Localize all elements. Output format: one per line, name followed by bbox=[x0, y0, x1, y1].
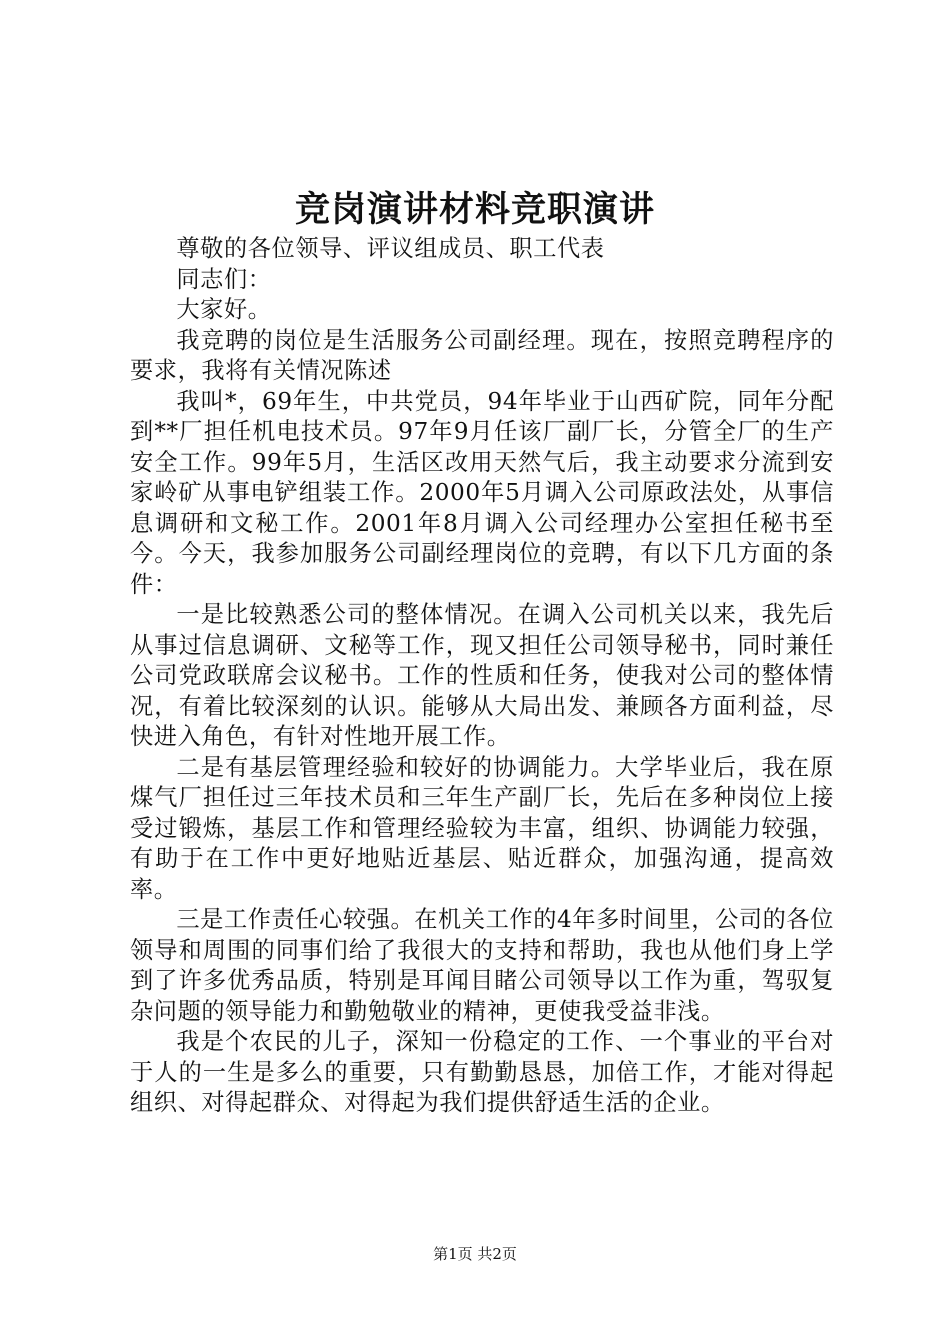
page-footer: 第1页 共2页 bbox=[433, 1245, 517, 1263]
document-body bbox=[130, 234, 834, 1119]
salutation-comrades: 同志们： bbox=[176, 265, 272, 293]
condition-three-paragraph: 三是工作责任心较强。在机关工作的4年多时间里，公司的各位领导和周围的同事们给了我很大的支持和帮助，我也从他们身上学到了许多优秀品质，特别是耳闻目睹公司领导以工作为重，驾驭复杂问题的领导能力和勤勉敬业的精神，更使我受益非浅。 bbox=[130, 906, 835, 1025]
document-title: 竞岗演讲材料竞职演讲 bbox=[294, 189, 655, 230]
condition-one-paragraph: 一是比较熟悉公司的整体情况。在调入公司机关以来，我先后从事过信息调研、文秘等工作，现又担任公司领导秘书，同时兼任公司党政联席会议秘书。工作的性质和任务，使我对公司的整体情况，有着比较深刻的认识。能够从大局出发、兼顾各方面利益，尽快进入角色，有针对性地开展工作。 bbox=[130, 601, 834, 750]
closing-paragraph: 我是个农民的儿子，深知一份稳定的工作、一个事业的平台对于人的一生是多么的重要，只有勤勤恳恳，加倍工作，才能对得起组织、对得起群众、对得起为我们提供舒适生活的企业。 bbox=[130, 1028, 834, 1116]
salutation-paragraph: 尊敬的各位领导、评议组成员、职工代表 bbox=[176, 235, 605, 262]
background-paragraph: 我叫*，69年生，中共党员，94年毕业于山西矿院，同年分配到**厂担任机电技术员。97年9月任该厂副厂长，分管全厂的生产安全工作。99年5月，生活区改用天然气后，我主动要求分流到安家岭矿从事电铲组装工作。2000年5月调入公司原政法处，从事信息调研和文秘工作。2001年8月调入公司经理办公室担任秘书至今。今天，我参加服务公司副经理岗位的竞聘，有以下几方面的条件： bbox=[130, 387, 834, 598]
condition-two-paragraph: 二是有基层管理经验和较好的协调能力。大学毕业后，我在原煤气厂担任过三年技术员和三年生产副厂长，先后在多种岗位上接受过锻炼，基层工作和管理经验较为丰富，组织、协调能力较强，有助于在工作中更好地贴近基层、贴近群众，加强沟通，提高效率。 bbox=[130, 753, 834, 903]
greeting-paragraph: 大家好。 bbox=[176, 296, 272, 323]
intro-paragraph: 我竞聘的岗位是生活服务公司副经理。现在，按照竞聘程序的要求，我将有关情况陈述 bbox=[130, 326, 834, 384]
